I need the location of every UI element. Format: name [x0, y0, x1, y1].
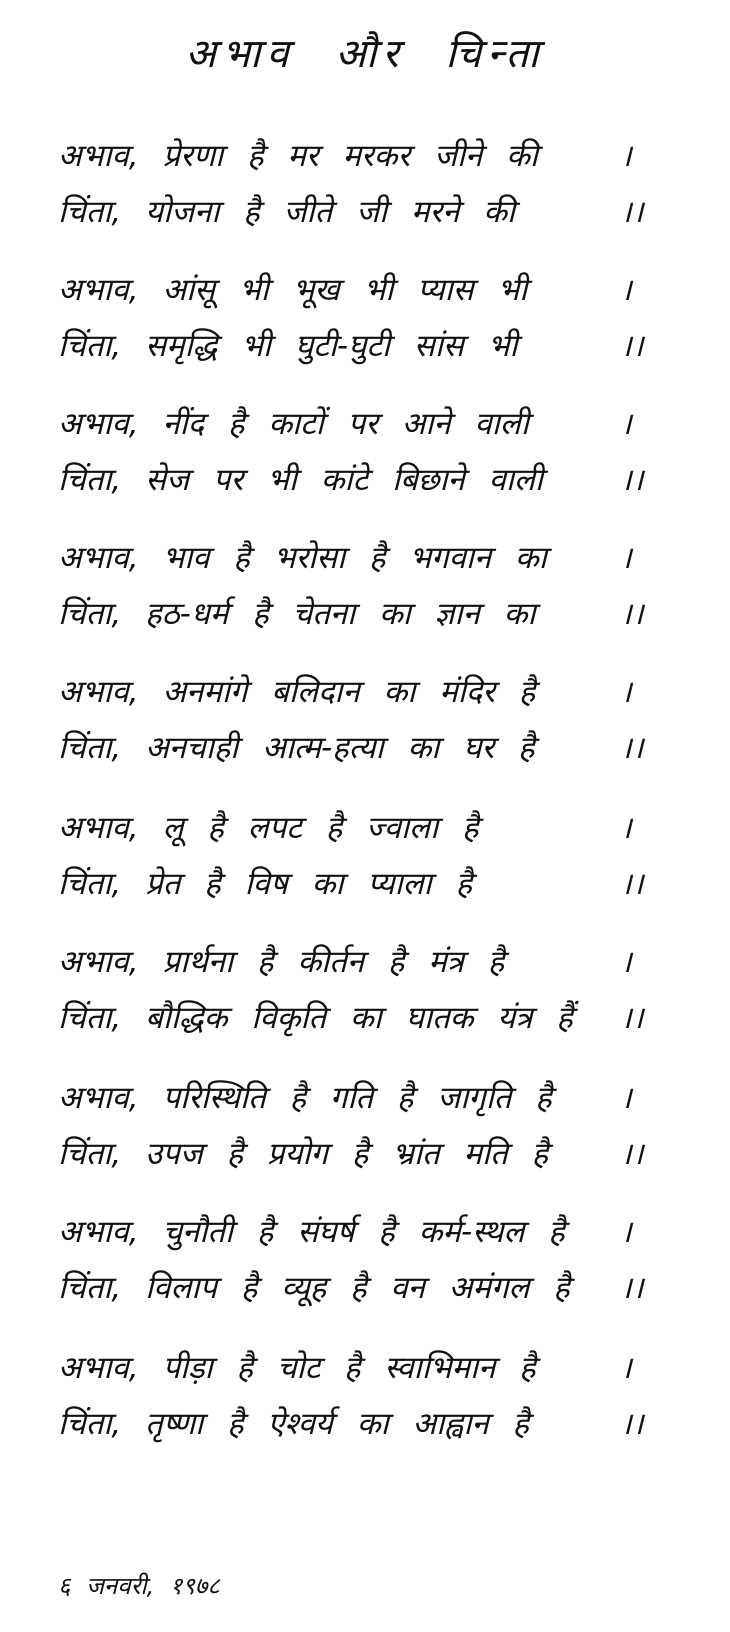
- stanza-9: [58, 1204, 658, 1316]
- verse-text: अभाव, प्रेरणा है मर मरकर जीने की: [58, 138, 538, 174]
- double-danda-mark: ।।: [620, 596, 644, 632]
- stanza-10: [58, 1340, 658, 1452]
- stanza-4: [58, 530, 658, 642]
- danda-mark: ।: [620, 406, 632, 442]
- danda-mark: ।: [620, 810, 632, 846]
- verse-text: चिंता, उपज है प्रयोग है भ्रांत मति है: [58, 1136, 549, 1172]
- stanza-line: [58, 934, 658, 990]
- stanza-line: [58, 1126, 658, 1182]
- double-danda-mark: ।।: [620, 730, 644, 766]
- stanza-1: [58, 128, 658, 240]
- verse-text: अभाव, आंसू भी भूख भी प्यास भी: [58, 272, 528, 308]
- stanza-line: [58, 664, 658, 720]
- double-danda-mark: ।।: [620, 1000, 644, 1036]
- double-danda-mark: ।।: [620, 1136, 644, 1172]
- stanza-line: [58, 856, 658, 912]
- verse-text: अभाव, चुनौती है संघर्ष है कर्म-स्थल है: [58, 1214, 565, 1250]
- verse-text: अभाव, भाव है भरोसा है भगवान का: [58, 540, 547, 576]
- verse-text: चिंता, विलाप है व्यूह है वन अमंगल है: [58, 1270, 570, 1306]
- verse-text: अभाव, पीड़ा है चोट है स्वाभिमान है: [58, 1350, 536, 1386]
- verse-text: अभाव, लू है लपट है ज्वाला है: [58, 810, 479, 846]
- stanza-line: [58, 396, 658, 452]
- double-danda-mark: ।।: [620, 462, 644, 498]
- verse-text: अभाव, परिस्थिति है गति है जागृति है: [58, 1080, 552, 1116]
- verse-text: चिंता, सेज पर भी कांटे बिछाने वाली: [58, 462, 543, 498]
- danda-mark: ।: [620, 1214, 632, 1250]
- stanza-line: [58, 1260, 658, 1316]
- verse-text: चिंता, हठ-धर्म है चेतना का ज्ञान का: [58, 596, 536, 632]
- stanza-7: [58, 934, 658, 1046]
- stanza-line: [58, 586, 658, 642]
- stanza-line: [58, 452, 658, 508]
- stanza-line: [58, 800, 658, 856]
- poem-date: ६ जनवरी, १९७८: [58, 1572, 220, 1600]
- stanza-3: [58, 396, 658, 508]
- danda-mark: ।: [620, 1080, 632, 1116]
- stanza-line: [58, 720, 658, 776]
- stanza-line: [58, 184, 658, 240]
- double-danda-mark: ।।: [620, 1406, 644, 1442]
- stanza-line: [58, 1070, 658, 1126]
- danda-mark: ।: [620, 944, 632, 980]
- danda-mark: ।: [620, 272, 632, 308]
- verse-text: अभाव, प्रार्थना है कीर्तन है मंत्र है: [58, 944, 505, 980]
- stanza-line: [58, 318, 658, 374]
- double-danda-mark: ।।: [620, 328, 644, 364]
- danda-mark: ।: [620, 1350, 632, 1386]
- stanza-line: [58, 1204, 658, 1260]
- verse-text: अभाव, नींद है काटों पर आने वाली: [58, 406, 529, 442]
- stanza-8: [58, 1070, 658, 1182]
- verse-text: चिंता, प्रेत है विष का प्याला है: [58, 866, 473, 902]
- verse-text: चिंता, तृष्णा है ऐश्वर्य का आह्वान है: [58, 1406, 530, 1442]
- danda-mark: ।: [620, 138, 632, 174]
- verse-text: अभाव, अनमांगे बलिदान का मंदिर है: [58, 674, 536, 710]
- danda-mark: ।: [620, 674, 632, 710]
- double-danda-mark: ।।: [620, 194, 644, 230]
- poem-title: अभाव और चिन्ता: [185, 31, 545, 77]
- stanza-6: [58, 800, 658, 912]
- verse-text: चिंता, योजना है जीते जी मरने की: [58, 194, 516, 230]
- verse-text: चिंता, अनचाही आत्म-हत्या का घर है: [58, 730, 535, 766]
- double-danda-mark: ।।: [620, 1270, 644, 1306]
- stanza-line: [58, 530, 658, 586]
- double-danda-mark: ।।: [620, 866, 644, 902]
- stanza-2: [58, 262, 658, 374]
- verse-text: चिंता, बौद्धिक विकृति का घातक यंत्र हैं: [58, 1000, 573, 1036]
- stanza-line: [58, 1340, 658, 1396]
- verse-text: चिंता, समृद्धि भी घुटी-घुटी सांस भी: [58, 328, 518, 364]
- stanza-line: [58, 1396, 658, 1452]
- stanza-line: [58, 128, 658, 184]
- stanza-5: [58, 664, 658, 776]
- stanza-line: [58, 262, 658, 318]
- stanza-line: [58, 990, 658, 1046]
- danda-mark: ।: [620, 540, 632, 576]
